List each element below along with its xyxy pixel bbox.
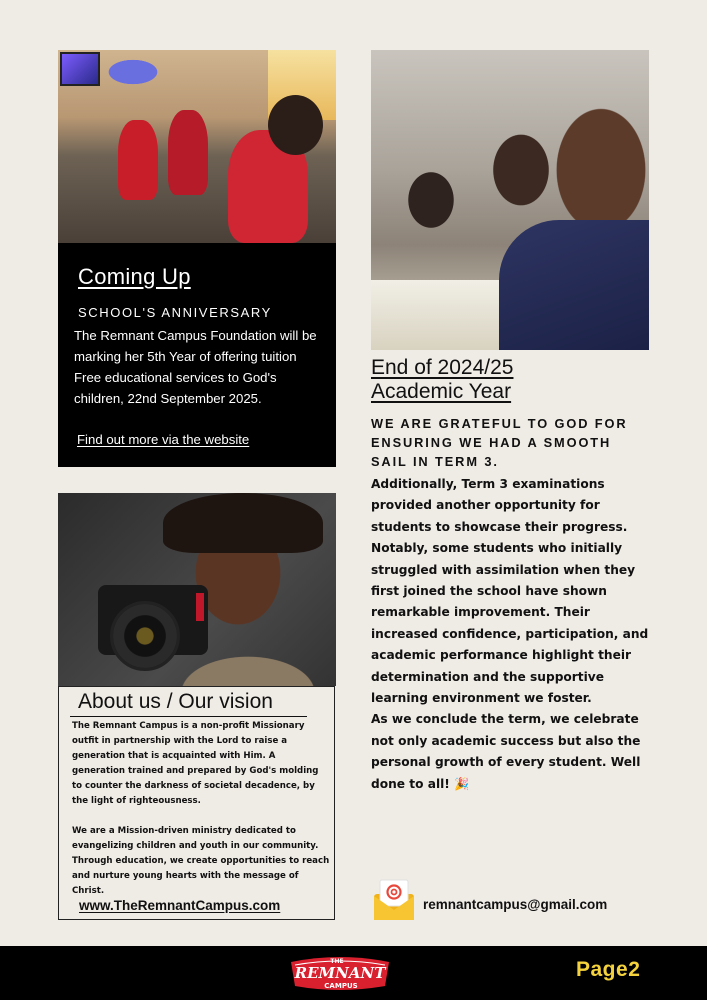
anniversary-subheading: SCHOOL'S ANNIVERSARY bbox=[78, 305, 272, 320]
student-head bbox=[268, 95, 323, 155]
anniversary-text: The Remnant Campus Foundation will be marking her 5th Year of offering tuition Free educational services to God's children, 22nd September 2025. bbox=[74, 328, 317, 406]
coming-up-panel bbox=[58, 243, 336, 467]
about-heading: About us / Our vision bbox=[78, 690, 273, 713]
logo-top-text: THE bbox=[330, 958, 344, 965]
title-line-2: Academic Year bbox=[371, 380, 512, 403]
party-popper-icon: 🎉 bbox=[454, 776, 470, 791]
mission-paragraph: We are a Mission-driven ministry dedicated to evangelizing children and youth in our community. Through education, we create opportunities to reach and nurture young hearts with the message of Christ. bbox=[72, 826, 330, 896]
grateful-statement: WE ARE GRATEFUL TO GOD FOR ENSURING WE HAD A SMOOTH SAIL IN TERM 3. bbox=[371, 416, 628, 469]
camera-lens bbox=[110, 601, 180, 671]
heading-divider bbox=[70, 716, 307, 717]
title-line-1: End of 2024/25 bbox=[371, 356, 514, 379]
coming-up-heading: Coming Up bbox=[78, 264, 191, 289]
about-panel bbox=[58, 686, 335, 920]
camera-trim bbox=[196, 593, 204, 621]
remnant-campus-logo bbox=[285, 952, 395, 994]
term-review-paragraph: Additionally, Term 3 examinations provided another opportunity for students to showcase their progress. Notably, some students who initially struggled with assimilation when they first joined the school have shown remarkable improvement. Their increased confidence, participation, and academic performance highlight their determination and the supportive learning environment we foster. bbox=[371, 477, 649, 706]
hair bbox=[163, 493, 323, 553]
conclusion-paragraph: As we conclude the term, we celebrate not only academic success but also the personal growth of every student. Well done to all! bbox=[371, 712, 641, 791]
email-address[interactable]: remnantcampus@gmail.com bbox=[423, 897, 608, 912]
students-writing-photo bbox=[371, 50, 649, 350]
vision-paragraph: The Remnant Campus is a non-profit Missionary outfit in partnership with the Lord to raise a generation that is acquainted with Him. A generation trained and prepared by God's molding to counter the darkness of societal decadence, by the light of righteousness. bbox=[72, 721, 319, 806]
tv-screen bbox=[60, 52, 100, 86]
school-uniform bbox=[499, 220, 649, 350]
email-envelope-icon bbox=[371, 878, 417, 922]
logo-bottom-text: CAMPUS bbox=[324, 982, 358, 990]
student-figure bbox=[118, 120, 158, 200]
classroom-photo bbox=[58, 50, 336, 243]
end-of-year-title bbox=[371, 356, 631, 404]
footer-bar bbox=[0, 946, 707, 1000]
logo-main-text: REMNANT bbox=[294, 964, 386, 982]
website-link[interactable]: Find out more via the website bbox=[77, 432, 250, 447]
page-number: Page2 bbox=[576, 958, 641, 981]
girl-with-camera-photo bbox=[58, 493, 336, 686]
student-figure bbox=[168, 110, 208, 195]
website-url-link[interactable]: www.TheRemnantCampus.com bbox=[79, 898, 281, 913]
end-of-year-body bbox=[371, 474, 657, 795]
